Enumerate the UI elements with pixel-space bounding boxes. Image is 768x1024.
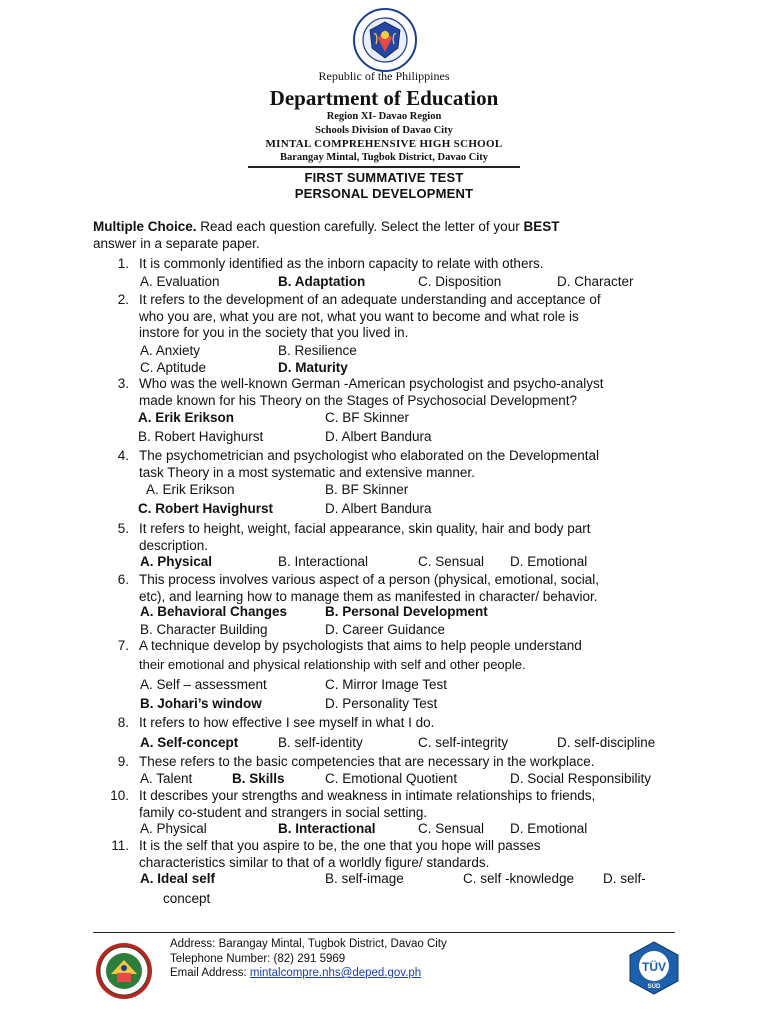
question-number: 3. bbox=[117, 376, 129, 391]
footer-email-link[interactable]: mintalcompre.nhs@deped.gov.ph bbox=[249, 967, 422, 979]
answer-choice: A. Physical bbox=[140, 554, 213, 569]
answer-choice: D. Career Guidance bbox=[325, 622, 446, 637]
test-title: FIRST SUMMATIVE TEST bbox=[304, 170, 464, 185]
question-text-line: It is the self that you aspire to be, the one that you hope will passes bbox=[139, 838, 541, 853]
instructions-label: Multiple Choice. bbox=[93, 219, 197, 234]
footer-email-label: Email Address: bbox=[170, 967, 250, 979]
question-text-line: Who was the well-known German -American psychologist and psycho-analyst bbox=[139, 376, 604, 391]
question-text-line: A technique develop by psychologists that aims to help people understand bbox=[139, 638, 582, 653]
answer-choice: B. Johari’s window bbox=[140, 696, 262, 711]
question-text-line: It refers to height, weight, facial appearance, skin quality, hair and body part bbox=[139, 521, 591, 536]
question-number: 10. bbox=[110, 788, 129, 803]
test-subject: PERSONAL DEVELOPMENT bbox=[294, 186, 474, 201]
footer-divider bbox=[93, 932, 675, 933]
answer-choice: B. self-image bbox=[325, 871, 404, 886]
answer-choice: A. Ideal self bbox=[140, 871, 216, 886]
answer-choice: A. Evaluation bbox=[140, 274, 220, 289]
question-text-line: It refers to the development of an adequate understanding and acceptance of bbox=[139, 292, 601, 307]
division-line: Schools Division of Davao City bbox=[315, 125, 453, 136]
question-text-line: It describes your strengths and weakness in intimate relationships to friends, bbox=[139, 788, 596, 803]
question-text-line: characteristics similar to that of a worldly figure/ standards. bbox=[139, 854, 490, 870]
tuv-text: TÜV bbox=[642, 960, 666, 974]
answer-choice: B. self-identity bbox=[278, 735, 363, 750]
question-number: 8. bbox=[117, 715, 129, 730]
question-text-line: task Theory in a most systematic and extensive manner. bbox=[139, 464, 475, 480]
answer-choice: C. Disposition bbox=[418, 274, 502, 289]
answer-choice: C. Sensual bbox=[418, 554, 485, 569]
answer-choice: C. Emotional Quotient bbox=[325, 771, 458, 786]
answer-choice: C. Mirror Image Test bbox=[325, 677, 448, 692]
question-text-line: It refers to how effective I see myself in what I do. bbox=[139, 715, 435, 730]
answer-choice: B. Interactional bbox=[278, 554, 369, 569]
question-number: 6. bbox=[117, 572, 129, 587]
instructions-line-2: answer in a separate paper. bbox=[93, 235, 260, 251]
answer-choice: D. Character bbox=[557, 274, 634, 289]
answer-choice: C. Aptitude bbox=[140, 360, 207, 375]
school-seal-logo bbox=[95, 942, 153, 1000]
question-number: 2. bbox=[117, 292, 129, 307]
answer-choice: B. Character Building bbox=[140, 622, 268, 637]
answer-choice: D. Personality Test bbox=[325, 696, 438, 711]
answer-choice: C. Robert Havighurst bbox=[138, 501, 274, 516]
footer-address: Address: Barangay Mintal, Tugbok District, Davao City bbox=[170, 938, 447, 950]
instructions-line-1 bbox=[93, 219, 675, 236]
answer-choice: B. Interactional bbox=[278, 821, 376, 836]
answer-choice: B. BF Skinner bbox=[325, 482, 409, 497]
tuv-sub-text: SÜD bbox=[647, 984, 661, 990]
question-text-line: who you are, what you are not, what you want to become and what role is bbox=[139, 308, 579, 324]
instructions-best: BEST bbox=[523, 219, 560, 234]
answer-choice: concept bbox=[163, 891, 211, 906]
answer-choice: C. self-integrity bbox=[418, 735, 509, 750]
question-text-line: their emotional and physical relationship with self and other people. bbox=[139, 657, 526, 672]
answer-choice: D. Emotional bbox=[510, 554, 588, 569]
footer-contact bbox=[170, 937, 447, 981]
answer-choice: A. Physical bbox=[140, 821, 207, 836]
answer-choice: B. Skills bbox=[232, 771, 285, 786]
question-text-line: The psychometrician and psychologist who elaborated on the Developmental bbox=[139, 448, 600, 463]
instructions bbox=[93, 219, 675, 252]
footer-telephone: Telephone Number: (82) 291 5969 bbox=[170, 952, 346, 965]
barangay-line: Barangay Mintal, Tugbok District, Davao City bbox=[280, 152, 488, 163]
answer-choice: D. Albert Bandura bbox=[325, 501, 432, 516]
question-number: 1. bbox=[117, 256, 129, 271]
question-text-line: These refers to the basic competencies that are necessary in the workplace. bbox=[139, 754, 595, 769]
republic-line: Republic of the Philippines bbox=[318, 69, 450, 83]
region-line: Region XI- Davao Region bbox=[326, 111, 442, 122]
question-text-line: family co-student and strangers in social setting. bbox=[139, 804, 428, 820]
question-text-line: etc), and learning how to manage them as manifested in character/ behavior. bbox=[139, 588, 598, 604]
footer-email-row bbox=[170, 966, 447, 981]
instructions-text: Read each question carefully. Select the letter of your bbox=[196, 219, 524, 234]
answer-choice: C. BF Skinner bbox=[325, 410, 410, 425]
question-number: 5. bbox=[117, 521, 129, 536]
answer-choice: D. Albert Bandura bbox=[325, 429, 432, 444]
answer-choice: A. Behavioral Changes bbox=[140, 604, 288, 619]
answer-choice: B. Robert Havighurst bbox=[138, 429, 264, 444]
answer-choice: A. Talent bbox=[140, 771, 193, 786]
answer-choice: A. Self – assessment bbox=[140, 677, 267, 692]
answer-choice: D. Emotional bbox=[510, 821, 588, 836]
question-text-line: This process involves various aspect of a person (physical, emotional, social, bbox=[139, 572, 599, 587]
answer-choice: A. Erik Erikson bbox=[138, 410, 235, 425]
answer-choice: B. Personal Development bbox=[325, 604, 488, 619]
tuv-certification-logo bbox=[626, 940, 682, 996]
header-divider bbox=[248, 166, 520, 168]
question-text-line: made known for his Theory on the Stages of Psychosocial Development? bbox=[139, 392, 577, 408]
answer-choice: A. Self-concept bbox=[140, 735, 239, 750]
question-text-line: It is commonly identified as the inborn capacity to relate with others. bbox=[139, 256, 544, 271]
answer-choice: B. Resilience bbox=[278, 343, 357, 358]
question-text-line: instore for you in the society that you lived in. bbox=[139, 325, 409, 340]
answer-choice: D. self- bbox=[603, 871, 646, 886]
question-number: 9. bbox=[117, 754, 129, 769]
question-number: 7. bbox=[117, 638, 129, 653]
question-number: 11. bbox=[111, 838, 129, 853]
answer-choice: D. self-discipline bbox=[557, 735, 656, 750]
deped-seal-logo bbox=[352, 8, 418, 72]
answer-choice: C. Sensual bbox=[418, 821, 485, 836]
answer-choice: A. Erik Erikson bbox=[146, 482, 235, 497]
school-name: MINTAL COMPREHENSIVE HIGH SCHOOL bbox=[265, 138, 503, 150]
question-text-line: description. bbox=[139, 537, 209, 553]
question-number: 4. bbox=[117, 448, 129, 463]
answer-choice: C. self -knowledge bbox=[463, 871, 575, 886]
department-title: Department of Education bbox=[269, 86, 499, 110]
answer-choice: D. Social Responsibility bbox=[510, 771, 652, 786]
answer-choice: B. Adaptation bbox=[278, 274, 366, 289]
answer-choice: A. Anxiety bbox=[140, 343, 201, 358]
answer-choice: D. Maturity bbox=[278, 360, 348, 375]
